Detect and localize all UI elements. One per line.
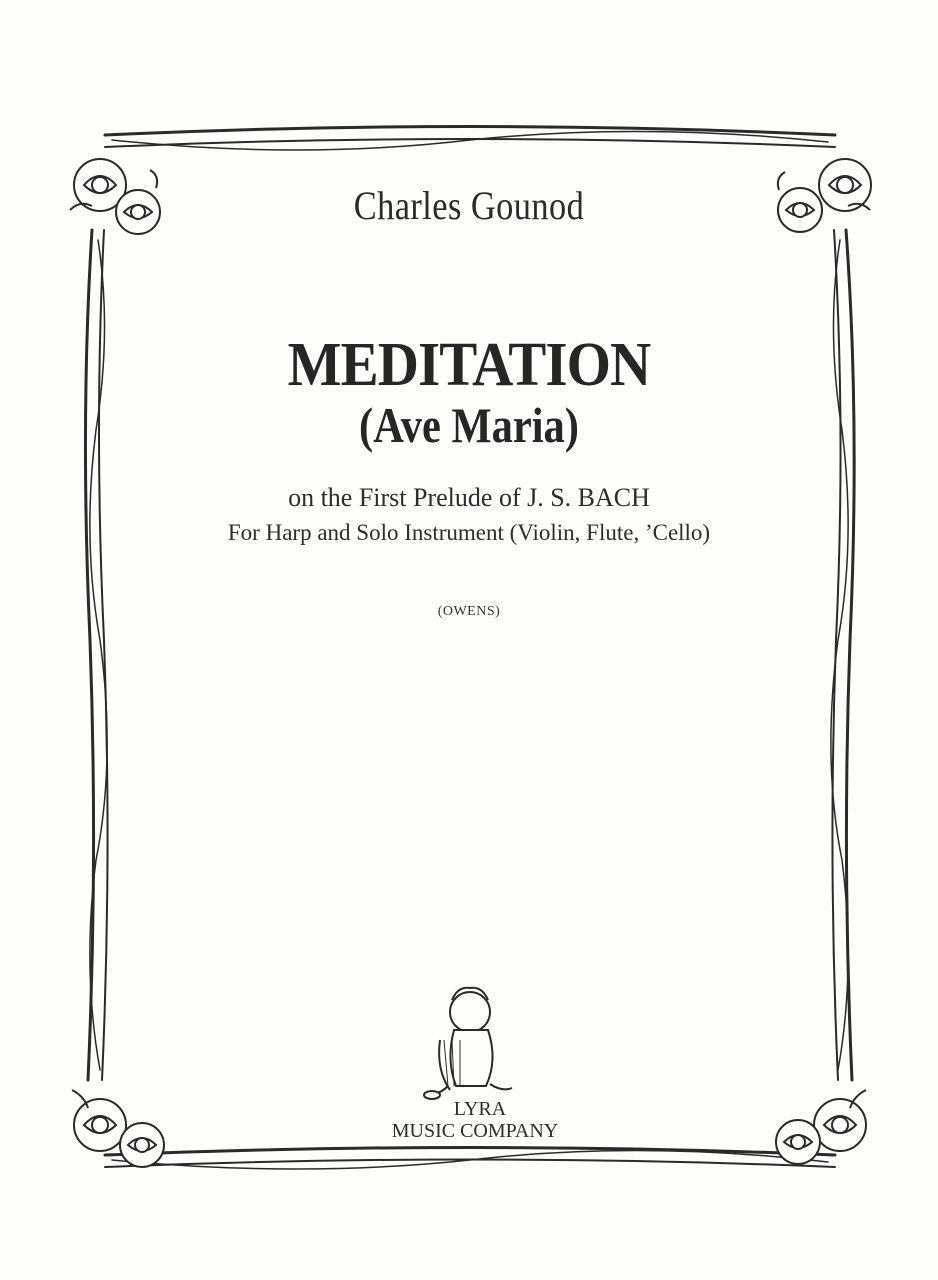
cherub-harpist-logo-icon xyxy=(424,988,512,1099)
piece-title: MEDITATION xyxy=(287,331,651,399)
publisher-name-line1: LYRA xyxy=(453,1098,507,1120)
instrumentation-description: For Harp and Solo Instrument (Violin, Flute, ’Cello) xyxy=(227,520,711,545)
piece-subtitle: (Ave Maria) xyxy=(359,397,579,453)
composer-name: Charles Gounod xyxy=(353,183,585,228)
publisher-name-line2: MUSIC COMPANY xyxy=(391,1120,559,1142)
source-description: on the First Prelude of J. S. BACH xyxy=(288,483,650,512)
rose-corner-bottom-right-icon xyxy=(776,1090,866,1164)
arranger-name: (OWENS) xyxy=(437,604,501,619)
